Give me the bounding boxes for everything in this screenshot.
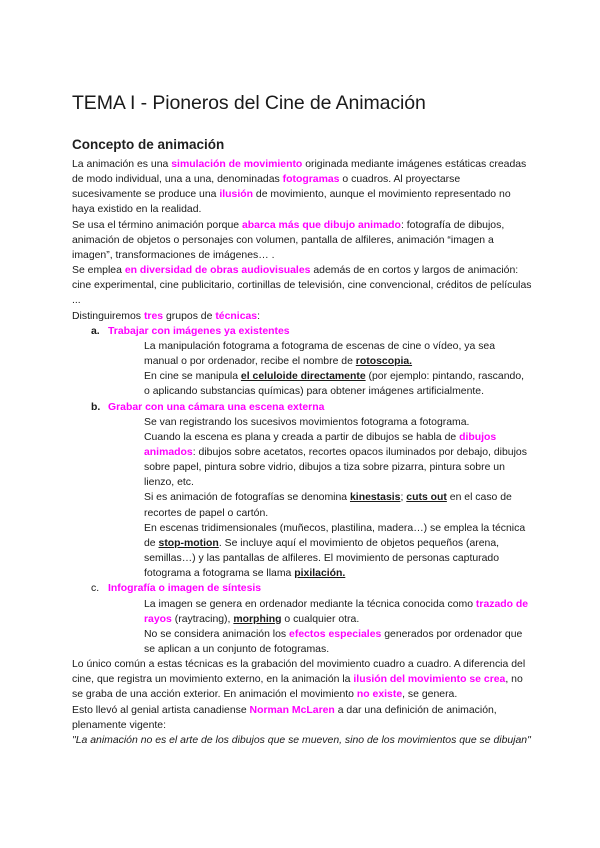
page-title: TEMA I - Pioneros del Cine de Animación	[72, 92, 426, 114]
text-run: En cine se manipula	[144, 371, 241, 383]
list-item-a-text-1	[72, 339, 532, 369]
text-run: Lo único común a estas técnicas es la grabación del movimiento cuadro a cuadro. A diferencia del cine, que registra un movimiento externo, en la animación la	[72, 659, 526, 686]
text-run: Esto llevó al genial artista canadiense	[72, 704, 250, 716]
list-item-title: Trabajar con imágenes ya existentes	[108, 325, 290, 337]
text-run: . Se incluye aquí el movimiento de objetos pequeños (arena, semillas…) y las pantallas de alfileres. El movimiento de personas capturado fotograma a fotograma se llama	[144, 537, 500, 580]
list-item-title: Grabar con una cámara una escena externa	[108, 401, 325, 413]
list-item-b-text-3	[72, 490, 532, 520]
text-run: originada mediante imágenes estáticas creadas de modo individual, una a una, denominadas	[72, 159, 527, 186]
text-run: (raytracing),	[171, 613, 234, 625]
text-run: generados por ordenador que se aplican a un conjunto de fotogramas.	[144, 628, 523, 655]
list-item-a	[72, 324, 532, 339]
text-run: de movimiento, aunque el movimiento representado no haya existido en la realidad.	[72, 189, 511, 216]
highlight-norman-mclaren: Norman McLaren	[249, 704, 335, 716]
text-run: : fotografía de dibujos, animación de objetos o personajes con volumen, pantalla de alfileres, animación “imagen a imagen”, transformaciones de imágenes… .	[72, 219, 505, 261]
text-run: :	[257, 310, 261, 322]
text-run: Se emplea	[72, 265, 125, 277]
highlight-abarca: abarca más que dibujo animado	[242, 219, 401, 231]
list-marker: a.	[91, 325, 100, 337]
paragraph-groups	[72, 309, 532, 324]
text-run: además de en cortos y largos de animación: cine experimental, cine publicitario, cortinillas de televisión, cine convencional, créditos de películas ...	[72, 265, 532, 307]
highlight-tecnicas: técnicas	[215, 310, 258, 322]
list-item-c	[72, 581, 532, 596]
list-item-b	[72, 400, 532, 415]
paragraph-term	[72, 218, 532, 263]
text-run: o cuadros. Al proyectarse sucesivamente se produce una	[72, 174, 461, 201]
list-item-a-text-2	[72, 369, 532, 399]
list-marker: c.	[91, 583, 100, 595]
highlight-fotogramas: fotogramas	[282, 174, 340, 186]
list-item-b-text-4	[72, 521, 532, 582]
text-run: La manipulación fotograma a fotograma de escenas de cine o vídeo, ya sea manual o por ordenador, recibe el nombre de	[144, 340, 496, 368]
text-run: o cualquier otra.	[281, 613, 360, 625]
term-stop-motion: stop-motion	[158, 537, 219, 549]
highlight-efectos: efectos especiales	[289, 628, 382, 640]
section-heading: Concepto de animación	[72, 137, 225, 152]
text-run: Distinguiremos	[72, 310, 144, 322]
list-item-b-text-2	[72, 430, 532, 491]
text-run: Si es animación de fotografías se denomina	[144, 492, 350, 504]
list-item-b-text-1: Se van registrando los sucesivos movimientos fotograma a fotograma.	[144, 416, 470, 428]
list-marker: b.	[91, 401, 101, 413]
text-run: (por ejemplo: pintando, rascando, o aplicando substancias químicas) para obtener imágenes artificialmente.	[144, 371, 525, 398]
highlight-ilusion: ilusión	[219, 189, 254, 201]
highlight-trazado: trazado de rayos	[144, 598, 529, 625]
highlight-diversidad: en diversidad de obras audiovisuales	[124, 265, 311, 277]
list-item-c-text-2	[72, 627, 532, 657]
highlight-simulacion: simulación de movimiento	[171, 159, 303, 170]
text-run: No se considera animación los	[144, 628, 290, 640]
term-rotoscopia: rotoscopia.	[355, 356, 413, 368]
text-run: La animación es una	[72, 159, 172, 170]
text-run: Cuando la escena es plana y creada a partir de dibujos se habla de	[144, 431, 460, 443]
term-kinestasis: kinestasis	[349, 492, 401, 504]
paragraph-definition	[72, 157, 532, 218]
text-run: En escenas tridimensionales (muñecos, plastilina, madera…) se emplea la técnica de	[144, 522, 526, 549]
term-cuts-out: cuts out	[406, 492, 447, 504]
text-run: La imagen se genera en ordenador mediante la técnica conocida como	[144, 598, 476, 610]
document-body	[72, 157, 532, 748]
term-morphing: morphing	[233, 613, 282, 625]
highlight-dibujos-animados: dibujos animados	[144, 431, 497, 458]
text-run: : dibujos sobre acetatos, recortes opacos iluminados por debajo, dibujos sobre papel, pintura sobre vidrio, dibujos a tiza sobre pizarra, pintura sobre un lienzo, etc.	[144, 446, 527, 489]
highlight-ilusion-crea: ilusión del movimiento se crea	[353, 674, 506, 686]
paragraph-mclaren	[72, 703, 532, 733]
paragraph-uses	[72, 263, 532, 308]
term-celuloide: el celuloide directamente	[240, 371, 366, 383]
text-run: en el caso de recortes de papel o cartón.	[144, 492, 512, 519]
text-run: , se genera.	[402, 689, 458, 701]
mclaren-quote: "La animación no es el arte de los dibujos que se mueven, sino de los movimientos que se dibujan"	[72, 734, 531, 746]
text-run: grupos de	[163, 310, 216, 322]
text-run: a dar una definición de animación, plenamente vigente:	[72, 704, 497, 731]
paragraph-common	[72, 657, 532, 702]
list-item-title: Infografía o imagen de síntesis	[108, 583, 262, 595]
text-run: ;	[400, 492, 407, 504]
text-run: Se usa el término animación porque	[72, 219, 242, 231]
highlight-tres: tres	[143, 310, 164, 322]
text-run: , no se graba de una acción exterior. En animación el movimiento	[72, 674, 523, 701]
list-item-c-text-1	[72, 597, 532, 627]
term-pixilacion: pixilación.	[294, 568, 346, 580]
highlight-no-existe: no existe	[356, 689, 403, 701]
